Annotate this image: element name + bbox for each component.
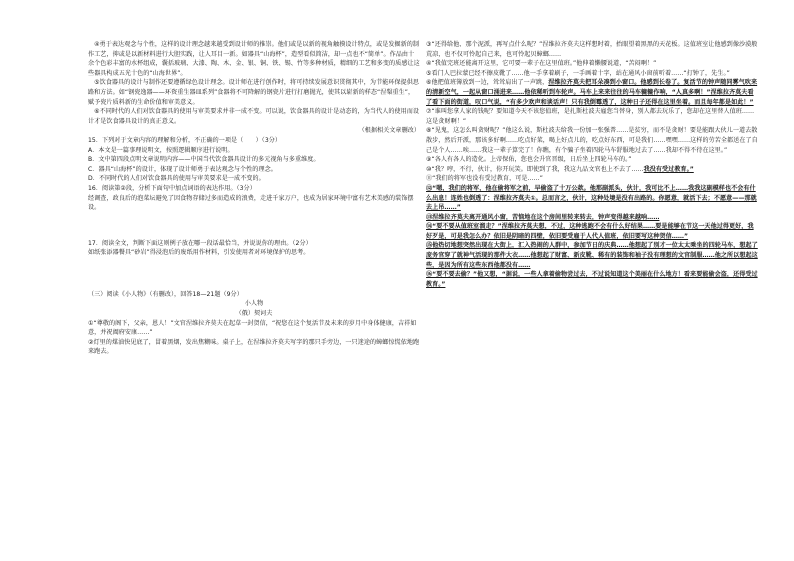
story-title: 小人物 (244, 300, 264, 308)
underlined-phrase: 我没有受过教育。” (643, 165, 694, 173)
question-15-option-c: C．器具“山海杯”的设计，体现了设计师勇于表达观念与个性的理念。 (88, 165, 277, 173)
story-author: （俄）契诃夫 (235, 310, 273, 318)
story-paragraph-3: ③“还得给他、那个泥派，再写点什么呢？”涅维拉齐莫夫这样想时着，抬眼望着黑黑的天花板。这值班室让他感到像沙漠般荒凉，也不仅可怜起自己来，也可怜起贝蟑螂…… (426, 41, 758, 58)
question-15: 15．下列对于文章内容的理解和分析，不正确的一项是（ ）（3分） (88, 136, 282, 144)
story-paragraph-2: ②灯里的煤油快见底了，冒着黑烟，发出焦糊味。桌子上，在涅维拉齐莫夫写字的那只手旁边，一只迷途的蟑螂惊慌依地跑来跑去。 (88, 338, 420, 356)
question-17-text: 如纸张添器餐具“砂岩”得浸泡后的废纸用作材料，引发使用者对环境保护的思考。 (88, 249, 310, 257)
source-note: （根据相关文章删改） (358, 127, 420, 135)
story-paragraph-10-text: ⑩“我？哼，不行，伙计，你开玩笑。即使到了我，我这九品文官也上不去了…… (426, 165, 644, 173)
question-15-option-b: B．文中第四段点明文章说明内容——中国当代饮食器具设计的多元视角与多重维度。 (88, 156, 320, 164)
story-paragraph-10 (426, 165, 758, 175)
story-paragraph-16: ⑯“要不要去偷？”他又想，“据说，一些人拿着偷物尝过去，不过说知道这个美丽在什么地方！看来要能偷会盗，还得受过教育。” (426, 271, 758, 288)
story-paragraph-7: ⑦“谁叫您拿人家的钱呢？要知道今天不该您值班，是扎斯杜波夫雇您当替身，别人都去玩乐了，您却在这里替人值班……这是贪财啊！” (426, 108, 755, 125)
question-17: 17．阅读全文，判断下面这则例子放在哪一段话最恰当，并说说你的理由。（2分） (88, 239, 312, 247)
story-paragraph-15: ⑮他热切地想突然出现在大街上，汇入热闹的人群中，参加节日的庆典……他想起了别才一位太太乘坐的四轮马车，想起了庞务官穿了就神气活现的那件大衣……他想起了财富、新皮靴、稀有的装饰和袖子没有理想的文官制服……他之所以想起这些，是因为所有这些东西他都没有…… (426, 242, 758, 269)
passage-paragraph-4: ④勇于表达观念与个性，这样的设计理念越来越受到设计师的推崇。他们或是以新的视角触摸设计特点，或是发掘新的制作工艺，抑或是以新材料进行大胆实践，让人耳目一新。如器具“山海杯”，造型看似简洁，却一点也不“简单”。作品由十余个色彩丰富的水杯组成，囊括玻璃、大漆、陶、木、金、银、铜、铁、锡、竹等多种材质，精细的工艺和多变的质感让这些器具构成五光十色的“山海世界”。 (88, 41, 420, 77)
passage-paragraph-6: ⑥不同时代的人们对饮食器具的使用与审美要求并非一成不变。可以说，饮食器具的设计是动态的，为当代人的使用而设计才是饮食器具设计的真正意义。 (88, 108, 420, 125)
story-paragraph-1: ①“尊敬的阁下，父亲，恩人！”文官涅维拉齐莫夫在起草一封贺信，“祝您在这个复活节及未来的岁月中身体健康，吉祥如意，并祝阖府安康……” (88, 319, 417, 337)
story-paragraph-6 (426, 78, 758, 107)
section-3-heading: （三）阅读《小人物》（有删改），回答18—21题（9分） (88, 290, 243, 298)
story-paragraph-12: ⑫“嗯，我们的将军，他在偷将军之前，早偷盗了十万公款。他那副派头，伙计，我可比不上……我我这副模样也不会有什么出息！连姓也倒透了：涅维拉齐莫夫①。总而言之，伙计，这种处境是没有出路的。你愿意，就活下去；不愿意——那就去上吊……” (426, 184, 757, 212)
story-paragraph-6-plain: ⑥他把值班簿放到一边，耸耸肩出了一声跳， (426, 79, 549, 87)
story-paragraph-9: ⑨“各人有各人的造化。上帝保佑，您也会升官晋级，日后坐上四轮马车的。” (426, 156, 632, 164)
question-16-text: 经调查，政良后的泡菜坛避免了因食物存储过多而造成的浪费，走进千家万户，也成为居家环境中富有艺术美感的装饰摆设。 (88, 194, 414, 212)
story-paragraph-11: ⑪“我们的将军也没有受过教育，可是……” (426, 175, 544, 183)
question-15-option-d: D．不同时代的人们对饮食器具的使用与审美要求是一成不变的。 (88, 175, 265, 183)
left-column (88, 40, 420, 357)
passage-paragraph-5: ⑤饮食器具的设计与制作还要遵循绿色设计理念。设计师在进行创作时，将可持续发展意识贯彻其中，为节能环保提供思路和方法。如“钢瓷逸器——环资重生器皿系列”食器将不可降解的钢瓷片进行打磨抛光，使其以崭新的样态“涅槃重生”，赋予瓷片质料新的生命价值和审美意义。 (88, 79, 420, 106)
right-column (426, 40, 758, 289)
story-paragraph-8: ⑧“见鬼，这怎么叫贪财呢？”他这么说，斯杜波夫给我一份加一张强普……是贫穷，而不是贪财！要是能跟大伙儿一道去散散步，然后开派，那该多好啊……吃点好菜，喝上好点儿的，吃点好东西，可是我们……嘿嘿……这样的劳苦全都送在了自己是个人……唉……我这一辈子算完了！你瞧，有个骗子坐着四轮马车舒服地过去了……我却不得不待在这里。” (426, 127, 758, 154)
question-16: 16．阅读第②段，分析下面句中加点词语的表达作用。（3分） (88, 184, 256, 192)
question-15-option-a: A．本文是一篇事理说明文，按照逻辑顺序进行说明。 (88, 146, 234, 154)
underlined-passage: 涅维拉齐莫夫把耳朵凑到小窗口。他感到长卷了。复活节的钟声随同雾气吹来的清新空气，一起从窗口涌进来……他依稀听到车轮声。马车上来来往往的马车辘辘作响，“人真多啊！”涅维拉齐莫夫看了看下面的街道，叹口气说，“有多少欢声和谈话声！只有我倒霉透了，这种日子还得在这里坐着。而且每年都是如此！” (426, 79, 758, 106)
answer-space-17 (88, 258, 420, 290)
story-paragraph-14: ⑭“要不要从值班室溜走？”涅维拉齐莫夫想，不过，这种逃跑不会有什么好结果……要是能够在节这一天他过得更好，我好歹是，可是我怎么办？依旧是阴暗的四壁，依旧要受雇于人代人值班，依旧要写这种贺信……” (426, 223, 754, 240)
answer-space-16 (88, 213, 420, 239)
story-paragraph-5: ⑤看门人巴拉蒙已经不擦皮靴了……他一手拿着刷子，一手画着十字，站在通风小窗前听着……“打钟了，先生。” (426, 69, 730, 77)
story-paragraph-4: ④“我值完班还能离开这里，它可要一辈子在这里值班。”他伸着懒腰说道，“苦闷啊！” (426, 60, 657, 68)
story-paragraph-13: ⑬涅维拉齐莫夫离开通风小窗，苦恼地在这个房间里转来转去，钟声变得越来越响…… (426, 213, 660, 221)
